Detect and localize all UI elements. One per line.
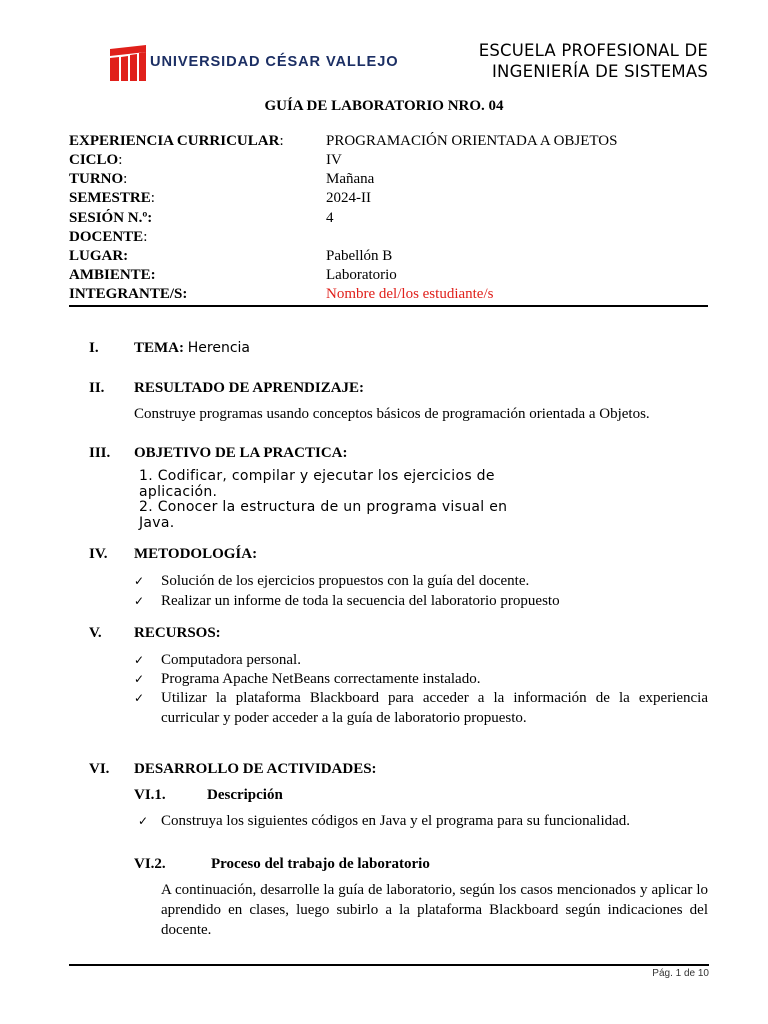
list-item: [134, 688, 708, 728]
info-label: CICLO:: [69, 152, 123, 168]
info-label: AMBIENTE:: [69, 267, 156, 283]
section-number: III.: [89, 445, 111, 461]
section-number: IV.: [89, 546, 108, 562]
list-item: [134, 669, 708, 689]
info-label: LUGAR:: [69, 248, 129, 264]
section-title-tema: TEMA: Herencia: [134, 340, 250, 356]
checkmark-icon: ✓: [134, 691, 145, 705]
info-value: PROGRAMACIÓN ORIENTADA A OBJETOS: [326, 133, 618, 149]
list-item-text: Utilizar la plataforma Blackboard para acceder a la información de la experiencia curricular y poder acceder a la guía de laboratorio propuesto.: [161, 690, 708, 726]
info-value: 2024-II: [326, 190, 371, 206]
guide-title: GUÍA DE LABORATORIO NRO. 04: [264, 98, 504, 114]
info-value: Laboratorio: [326, 267, 397, 283]
info-label: DOCENTE:: [69, 229, 148, 245]
checkmark-icon: ✓: [134, 594, 145, 608]
section-title-objetivo: OBJETIVO DE LA PRACTICA:: [134, 445, 348, 461]
learning-outcome-text: Construye programas usando conceptos básicos de programación orientada a Objetos.: [134, 406, 650, 422]
university-logo-text: UNIVERSIDAD CÉSAR VALLEJO: [150, 54, 399, 70]
footer-divider: [69, 964, 709, 966]
list-item-text: Solución de los ejercicios propuestos con la guía del docente.: [161, 573, 530, 589]
info-label: INTEGRANTE/S:: [69, 286, 188, 302]
section-number: I.: [89, 340, 99, 356]
university-logo-mark: [108, 43, 148, 83]
list-item-text: Realizar un informe de toda la secuencia del laboratorio propuesto: [161, 593, 560, 609]
subsection-number: VI.1.: [134, 787, 166, 803]
section-number: VI.: [89, 761, 110, 777]
list-item: [134, 571, 708, 591]
section-title-desarrollo: DESARROLLO DE ACTIVIDADES:: [134, 761, 377, 777]
info-row: [69, 229, 709, 248]
checkmark-icon: ✓: [134, 653, 145, 667]
checkmark-icon: ✓: [134, 574, 145, 588]
info-value: 4: [326, 210, 334, 226]
info-value: IV: [326, 152, 342, 168]
topic-value: Herencia: [187, 340, 250, 356]
info-row: [69, 171, 709, 190]
info-row: [69, 267, 709, 286]
checkmark-icon: ✓: [134, 672, 145, 686]
section-number: V.: [89, 625, 102, 641]
info-label: EXPERIENCIA CURRICULAR:: [69, 133, 284, 149]
info-value: Nombre del/los estudiante/s: [326, 286, 494, 302]
info-row: [69, 190, 709, 209]
process-text: A continuación, desarrolle la guía de laboratorio, según los casos mencionados y aplicar lo aprendido en clases, luego subirlo a la plataforma Blackboard según indicaciones del docente.: [161, 882, 708, 938]
info-row: [69, 152, 709, 171]
school-name-line2: INGENIERÍA DE SISTEMAS: [491, 62, 708, 81]
school-name: [479, 40, 708, 82]
info-row: [69, 248, 709, 267]
objective-item-line: 1. Codificar, compilar y ejecutar los ejercicios de: [139, 468, 495, 484]
list-item-text: Programa Apache NetBeans correctamente instalado.: [161, 671, 481, 687]
info-row: [69, 133, 709, 152]
list-item: [134, 811, 708, 831]
info-label: SESIÓN N.º:: [69, 210, 153, 226]
info-row: [69, 210, 709, 229]
list-item: [134, 591, 708, 611]
header-divider: [69, 305, 708, 307]
checkmark-icon: ✓: [138, 814, 149, 828]
info-value: Pabellón B: [326, 248, 393, 264]
objective-list: [139, 469, 549, 531]
section-title-resultado: RESULTADO DE APRENDIZAJE:: [134, 380, 365, 396]
subsection-number: VI.2.: [134, 856, 166, 872]
objective-item-line: Java.: [139, 514, 175, 531]
info-value: Mañana: [326, 171, 375, 187]
objective-item-line: 2. Conocer la estructura de un programa visual en: [139, 499, 508, 515]
objective-item-line: aplicación.: [139, 483, 218, 500]
section-title-metodologia: METODOLOGÍA:: [134, 546, 258, 562]
page-number: Pág. 1 de 10: [652, 968, 709, 979]
section-title-recursos: RECURSOS:: [134, 625, 221, 641]
subsection-title-descripcion: Descripción: [207, 787, 283, 803]
school-name-line1: ESCUELA PROFESIONAL DE: [478, 41, 708, 60]
list-item-text: Computadora personal.: [161, 652, 301, 668]
info-label: SEMESTRE:: [69, 190, 155, 206]
info-label: TURNO:: [69, 171, 128, 187]
subsection-title-proceso: Proceso del trabajo de laboratorio: [211, 856, 430, 872]
info-row: [69, 286, 709, 305]
list-item-text: Construya los siguientes códigos en Java y el programa para su funcionalidad.: [161, 813, 631, 829]
list-item: [134, 650, 708, 670]
section-number: II.: [89, 380, 105, 396]
